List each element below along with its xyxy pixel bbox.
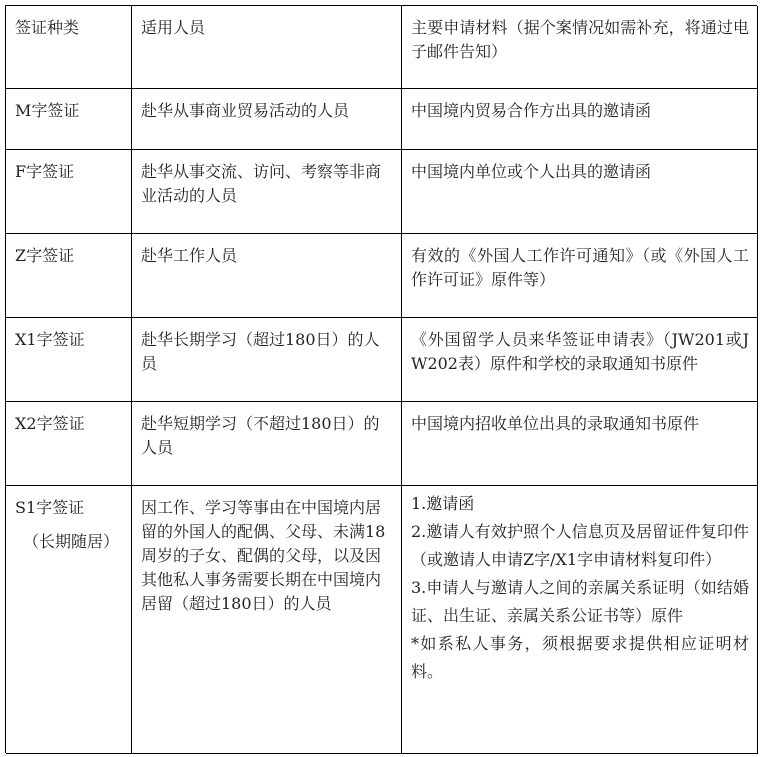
materials-s1-item: 3.申请人与邀请人之间的亲属关系证明（如结婚证、出生证、亲属关系公证书等）原件 (411, 578, 749, 625)
visa-type-x1: X1字签证 (6, 318, 132, 402)
materials-z: 有效的《外国人工作许可通知》（或《外国人工作许可证》原件等） (402, 234, 758, 318)
visa-type-x2: X2字签证 (6, 402, 132, 486)
visa-type-s1-note: （长期随居） (23, 532, 120, 551)
people-z: 赴华工作人员 (132, 234, 402, 318)
header-main-materials: 主要申请材料（据个案情况如需补充，将通过电子邮件告知） (402, 6, 758, 89)
visa-table (5, 5, 757, 753)
visa-type-s1: S1字签证 (15, 498, 85, 517)
materials-s1-item: 2.邀请人有效护照个人信息页及居留证件复印件（或邀请人申请Z字/X1字申请材料复印件） (411, 522, 749, 569)
materials-s1 (402, 486, 758, 754)
visa-type-f: F字签证 (6, 150, 132, 234)
materials-s1-item: 1.邀请函 (411, 494, 475, 513)
visa-type-z: Z字签证 (6, 234, 132, 318)
materials-m: 中国境内贸易合作方出具的邀请函 (402, 89, 758, 150)
header-applicable-people: 适用人员 (132, 6, 402, 89)
people-f: 赴华从事交流、访问、考察等非商业活动的人员 (132, 150, 402, 234)
materials-x2: 中国境内招收单位出具的录取通知书原件 (402, 402, 758, 486)
materials-f: 中国境内单位或个人出具的邀请函 (402, 150, 758, 234)
visa-type-m: M字签证 (6, 89, 132, 150)
visa-type-s1-cell (6, 486, 132, 754)
materials-s1-note: *如系私人事务，须根据要求提供相应证明材料。 (411, 634, 749, 681)
people-x2: 赴华短期学习（不超过180日）的人员 (132, 402, 402, 486)
people-x1: 赴华长期学习（超过180日）的人员 (132, 318, 402, 402)
materials-x1: 《外国留学人员来华签证申请表》（JW201或JW202表）原件和学校的录取通知书原件 (402, 318, 758, 402)
header-visa-type: 签证种类 (6, 6, 132, 89)
people-m: 赴华从事商业贸易活动的人员 (132, 89, 402, 150)
people-s1: 因工作、学习等事由在中国境内居留的外国人的配偶、父母、未满18周岁的子女、配偶的父母，以及因其他私人事务需要长期在中国境内居留（超过180日）的人员 (132, 486, 402, 754)
